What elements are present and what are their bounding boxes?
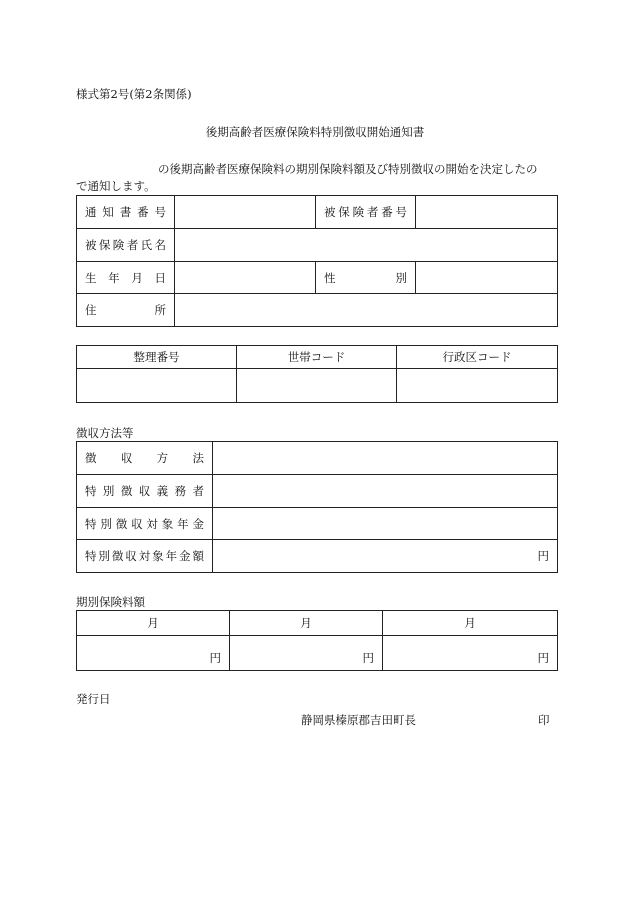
premium-heading: 期別保険料額 [76,595,145,609]
insured-number-value[interactable] [416,196,558,229]
management-number-header: 整理番号 [77,346,237,369]
target-pension-label: 特別徴収対象年金 [77,508,213,540]
issue-date-label: 発行日 [76,692,111,706]
method-heading: 徴収方法等 [76,426,134,440]
month-header-3: 月 [383,611,558,636]
issuer-name: 静岡県榛原郡吉田町長 [301,713,416,727]
premium-table [76,610,558,671]
premium-amount-3[interactable] [383,636,558,671]
target-pension-amount-label: 特別徴収対象年金額 [77,540,213,573]
premium-amount-2[interactable] [230,636,383,671]
info-table [76,195,558,327]
document-title: 後期高齢者医療保険料特別徴収開始通知書 [205,125,425,139]
yen-unit: 円 [209,651,221,665]
management-number-value[interactable] [77,369,237,403]
notice-number-label: 通知書番号 [77,196,175,229]
yen-unit: 円 [537,549,549,563]
notice-number-value[interactable] [175,196,316,229]
target-pension-amount-value[interactable] [213,540,558,573]
birthdate-label: 生年月日 [77,262,175,294]
collection-method-label: 徴収方法 [77,442,213,475]
target-pension-value[interactable] [213,508,558,540]
district-code-header: 行政区コード [397,346,558,369]
seal-mark: 印 [538,713,550,727]
household-code-header: 世帯コード [237,346,397,369]
address-value[interactable] [175,294,558,327]
month-header-2: 月 [230,611,383,636]
premium-amount-1[interactable] [77,636,230,671]
insured-name-value[interactable] [175,229,558,262]
insured-name-label: 被保険者氏名 [77,229,175,262]
birthdate-value[interactable] [175,262,316,294]
gender-label: 性別 [316,262,416,294]
address-label: 住所 [77,294,175,327]
yen-unit: 円 [362,651,374,665]
month-header-1: 月 [77,611,230,636]
household-code-value[interactable] [237,369,397,403]
intro-line-1: の後期高齢者医療保険料の期別保険料額及び特別徴収の開始を決定したの [158,162,538,176]
code-table [76,345,558,403]
form-number: 様式第2号(第2条関係) [76,87,192,101]
district-code-value[interactable] [397,369,558,403]
collection-method-value[interactable] [213,442,558,475]
withholding-agent-value[interactable] [213,475,558,508]
insured-number-label: 被保険者番号 [316,196,416,229]
withholding-agent-label: 特別徴収義務者 [77,475,213,508]
method-table [76,441,558,573]
yen-unit: 円 [537,651,549,665]
intro-line-2: で通知します。 [76,179,156,193]
gender-value[interactable] [416,262,558,294]
